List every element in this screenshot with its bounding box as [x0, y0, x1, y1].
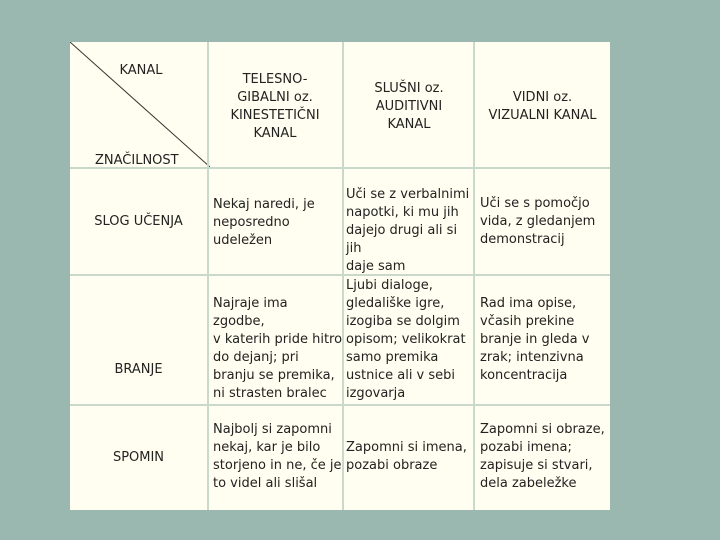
row-label-memory: SPOMIN [112, 450, 165, 465]
corner-label-kanal: KANAL [119, 63, 163, 78]
table-cell: Zapomni si imena, pozabi obraze [346, 440, 467, 473]
table-cell: Uči se s pomočjo vida, z gledanjem demonstracij [480, 196, 596, 247]
column-separator [207, 42, 209, 510]
corner-diagonal-line [70, 42, 210, 167]
table-cell: Uči se z verbalnimi napotki, ki mu jih dajejo drugi ali si jih daje sam [346, 187, 470, 274]
slide [70, 42, 610, 510]
column-header-visual: VIDNI oz. VIZUALNI KANAL [488, 90, 597, 123]
table-cell: Najbolj si zapomni nekaj, kar je bilo storjeno in ne, če je to videl ali slišal [213, 422, 342, 491]
corner-label-znacilnost: ZNAČILNOST [95, 153, 179, 168]
table-cell: Zapomni si obraze, pozabi imena; zapisuje si stvari, dela zabeležke [480, 422, 605, 491]
row-label-reading: BRANJE [114, 362, 163, 377]
table-cell: Rad ima opise, včasih prekine branje in gleda v zrak; intenzivna koncentracija [480, 296, 590, 383]
column-header-auditory: SLUŠNI oz. AUDITIVNI KANAL [374, 81, 444, 132]
table-cell: Ljubi dialoge, gledališke igre, izogiba se dolgim opisom; velikokrat samo premika ustnice ali v sebi izgovarja [346, 278, 466, 401]
column-header-kinesthetic: TELESNO- GIBALNI oz. KINESTETIČNI KANAL [230, 72, 320, 141]
table-cell: Najraje ima zgodbe, v katerih pride hitro do dejanj; pri branju se premika, ni strasten bralec [213, 296, 343, 401]
table-cell: Nekaj naredi, je neposredno udeležen [213, 197, 315, 248]
row-label-learning-style: SLOG UČENJA [94, 213, 183, 229]
